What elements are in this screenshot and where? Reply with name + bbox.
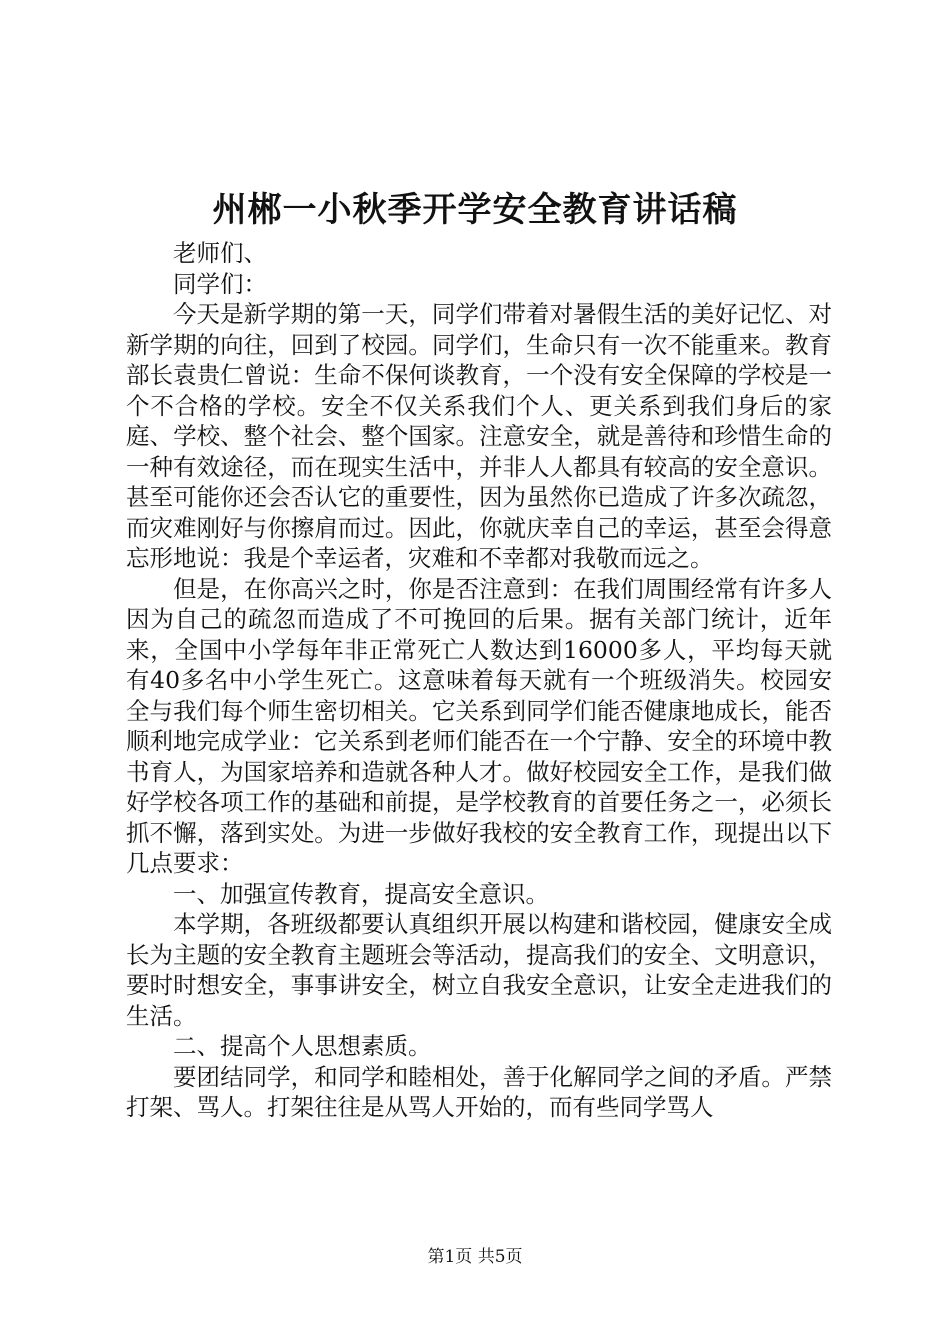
section-heading-1: 一、加强宣传教育，提高安全意识。 <box>173 879 549 908</box>
paragraph-section-2: 要团结同学，和同学和睦相处，善于化解同学之间的矛盾。严禁打架、骂人。打架往往是从骂人开始的，而有些同学骂人 <box>126 1062 832 1121</box>
page-number-footer: 第1页 共5页 <box>427 1247 523 1267</box>
document-body <box>126 238 832 1123</box>
paragraph-intro: 今天是新学期的第一天，同学们带着对暑假生活的美好记忆、对新学期的向往，回到了校园。同学们，生命只有一次不能重来。教育部长袁贵仁曾说：生命不保何谈教育，一个没有安全保障的学校是一个不合格的学校。安全不仅关系我们个人、更关系到我们身后的家庭、学校、整个社会、整个国家。注意安全，就是善待和珍惜生命的一种有效途径，而在现实生活中，并非人人都具有较高的安全意识。甚至可能你还会否认它的重要性，因为虽然你已造成了许多次疏忽，而灾难刚好与你擦肩而过。因此，你就庆幸自己的幸运，甚至会得意忘形地说：我是个幸运者，灾难和不幸都对我敬而远之。 <box>126 300 832 572</box>
salutation-students: 同学们： <box>173 269 267 298</box>
paragraph-statistics: 但是，在你高兴之时，你是否注意到：在我们周围经常有许多人因为自己的疏忽而造成了不可挽回的后果。据有关部门统计，近年来，全国中小学每年非正常死亡人数达到16000多人，平均每天就有40多名中小学生死亡。这意味着每天就有一个班级消失。校园安全与我们每个师生密切相关。它关系到同学们能否健康地成长，能否顺利地完成学业：它关系到老师们能否在一个宁静、安全的环境中教书育人，为国家培养和造就各种人才。做好校园安全工作，是我们做好学校各项工作的基础和前提，是学校教育的首要任务之一，必须长抓不懈，落到实处。为进一步做好我校的安全教育工作，现提出以下几点要求： <box>126 574 832 877</box>
document-title: 州郴一小秋季开学安全教育讲话稿 <box>212 190 738 230</box>
section-heading-2: 二、提高个人思想素质。 <box>173 1032 432 1060</box>
salutation-teachers: 老师们、 <box>173 239 267 267</box>
paragraph-section-1: 本学期，各班级都要认真组织开展以构建和谐校园，健康安全成长为主题的安全教育主题班会等活动，提高我们的安全、文明意识，要时时想安全，事事讲安全，树立自我安全意识，让安全走进我们的生活。 <box>126 910 832 1030</box>
